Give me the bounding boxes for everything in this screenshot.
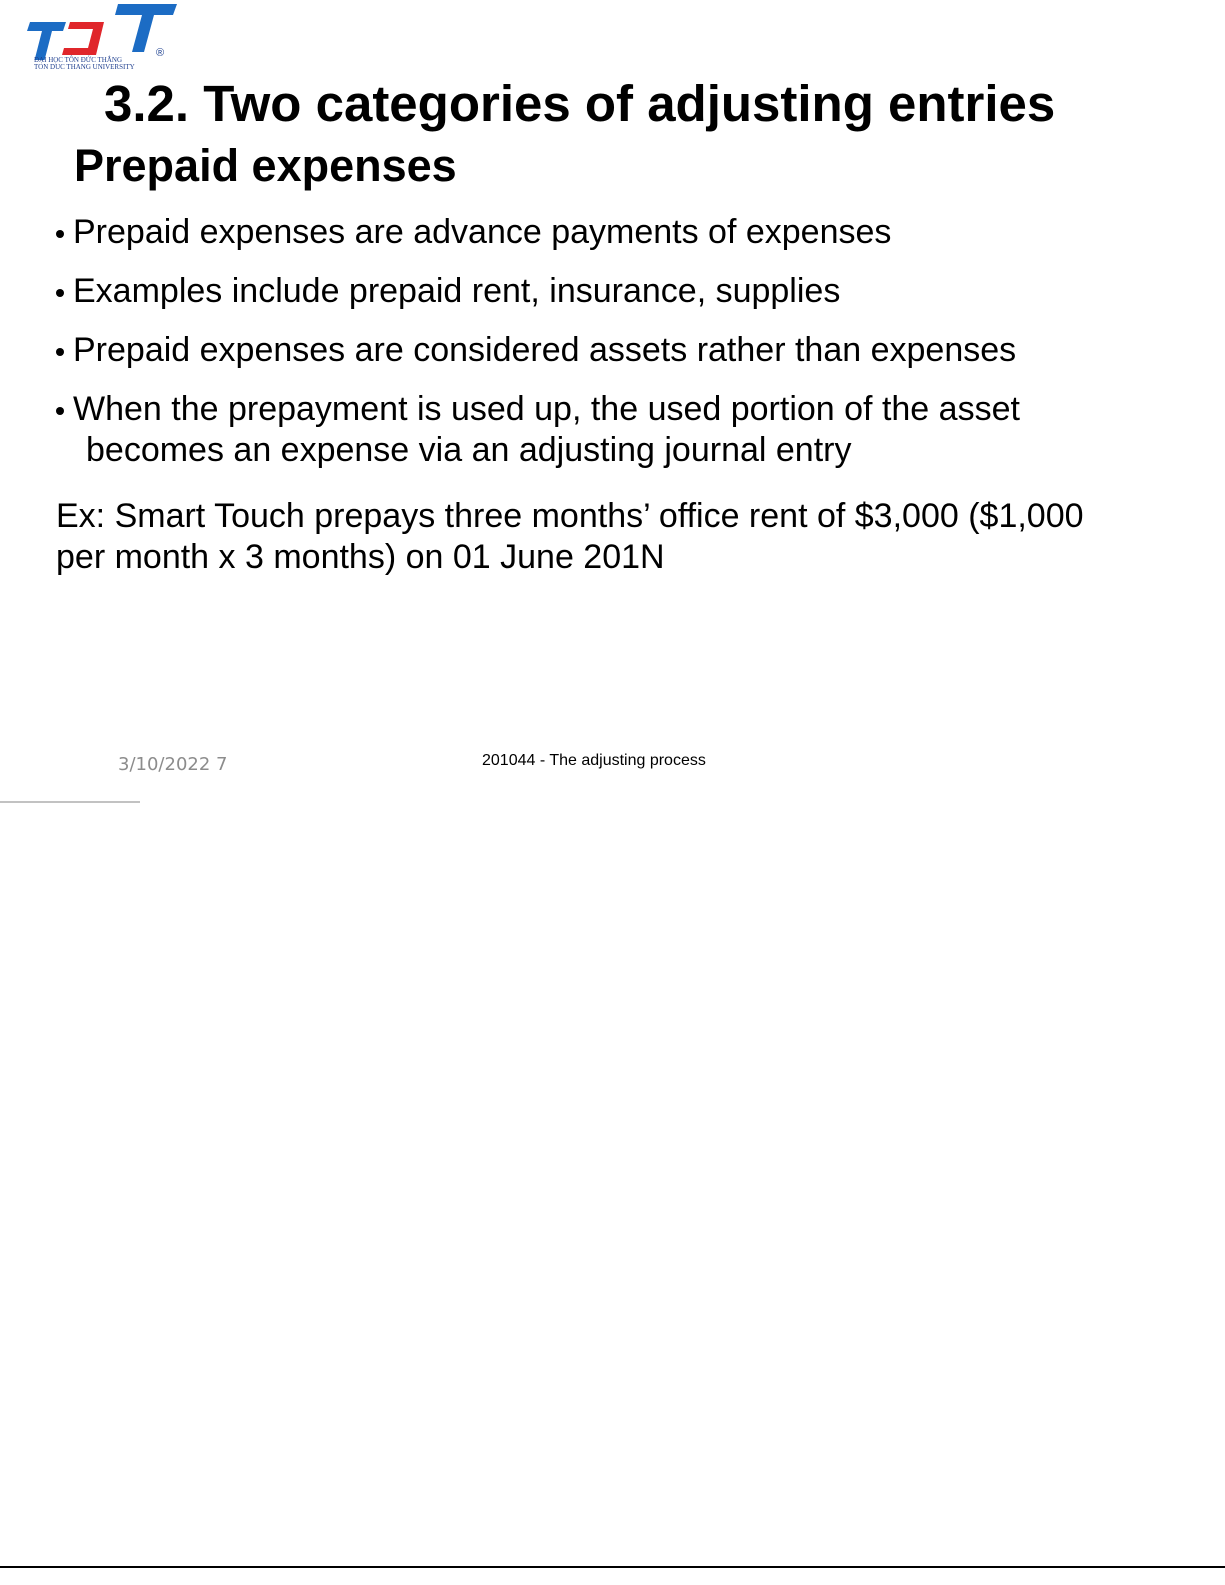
slide-title: 3.2. Two categories of adjusting entries xyxy=(104,75,1056,132)
section-subtitle: Prepaid expenses xyxy=(74,140,457,191)
footer-course: 201044 - The adjusting process xyxy=(482,752,706,769)
bullet-item: Prepaid expenses are considered assets rather than expenses xyxy=(56,330,1166,371)
tdt-logo-icon xyxy=(22,0,182,60)
bullet-list xyxy=(56,212,1166,489)
footer-divider xyxy=(0,801,140,803)
bullet-continuation: becomes an expense via an adjusting journal entry xyxy=(86,431,852,469)
bullet-item: Examples include prepaid rent, insurance, supplies xyxy=(56,271,1166,312)
svg-text:®: ® xyxy=(156,47,165,59)
example-text: Ex: Smart Touch prepays three months’ office rent of $3,000 ($1,000 per month x 3 months) on 01 June 201N xyxy=(56,497,1084,576)
bullet-item: Prepaid expenses are advance payments of expenses xyxy=(56,212,1166,253)
footer-date-page: 3/10/2022 7 xyxy=(118,754,228,775)
bullet-icon xyxy=(56,407,64,415)
bullet-item: When the prepayment is used up, the used portion of the asset becomes an expense via an adjusting journal entry xyxy=(56,389,1166,471)
bullet-icon xyxy=(56,289,64,297)
page-bottom-divider xyxy=(0,1566,1225,1568)
logo-caption: ĐẠI HỌC TÔN ĐỨC THẮNG TON DUC THANG UNIVERSITY xyxy=(34,56,135,71)
bullet-icon xyxy=(56,230,64,238)
bullet-icon xyxy=(56,348,64,356)
university-logo xyxy=(22,0,182,80)
